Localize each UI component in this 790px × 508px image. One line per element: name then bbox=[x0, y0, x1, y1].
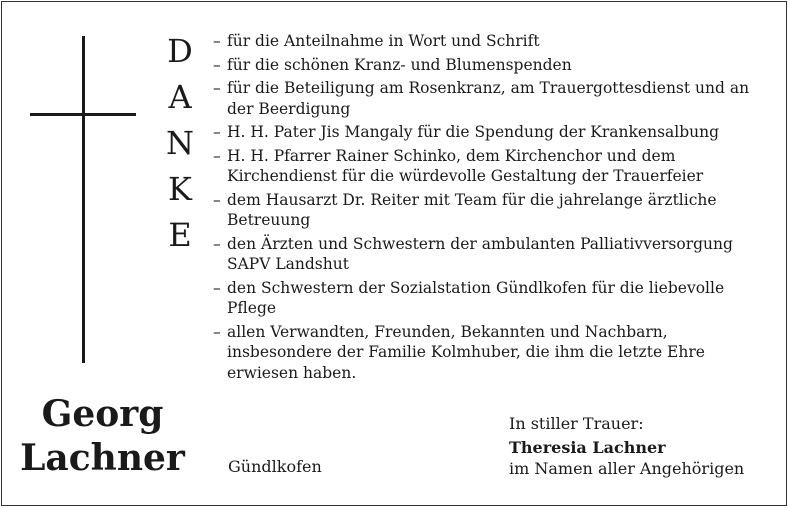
danke-letter: E bbox=[168, 216, 192, 254]
danke-letter: A bbox=[168, 78, 192, 116]
thanks-item: – allen Verwandten, Freunden, Bekannten und Nachbarn, insbesondere der Familie Kolmhuber, die ihm die letzte Ehre erwiesen haben. bbox=[213, 322, 773, 384]
thanks-item: – H. H. Pfarrer Rainer Schinko, dem Kirchenchor und dem Kirchendienst für die würdevolle Gestaltung der Trauerfeier bbox=[213, 146, 773, 187]
thanks-list bbox=[213, 31, 773, 386]
thanks-item: – für die Anteilnahme in Wort und Schrift bbox=[213, 31, 773, 52]
deceased-name bbox=[20, 392, 185, 480]
deceased-last-name: Lachner bbox=[20, 437, 185, 479]
thanks-item: – für die Beteiligung am Rosenkranz, am Trauergottesdienst und an der Beerdigung bbox=[213, 78, 773, 119]
cross-icon-horizontal bbox=[30, 113, 136, 116]
danke-letter: D bbox=[167, 32, 193, 70]
thanks-item: – dem Hausarzt Dr. Reiter mit Team für die jahrelange ärztliche Betreuung bbox=[213, 190, 773, 231]
danke-letter: N bbox=[166, 124, 194, 162]
danke-vertical-heading bbox=[160, 28, 200, 258]
thanks-item: – H. H. Pater Jis Mangaly für die Spendung der Krankensalbung bbox=[213, 122, 773, 143]
deceased-first-name: Georg bbox=[41, 393, 164, 435]
thanks-item: – den Ärzten und Schwestern der ambulanten Palliativversorgung SAPV Landshut bbox=[213, 234, 773, 275]
cross-icon-vertical bbox=[82, 36, 85, 363]
mourners-block bbox=[509, 413, 744, 479]
thanks-item: – den Schwestern der Sozialstation Gündlkofen für die liebevolle Pflege bbox=[213, 278, 773, 319]
danke-letter: K bbox=[168, 170, 192, 208]
place-name: Gündlkofen bbox=[228, 457, 322, 476]
mourner-widow: Theresia Lachner bbox=[509, 438, 666, 457]
mourner-family: im Namen aller Angehörigen bbox=[509, 459, 745, 478]
mourners-label: In stiller Trauer: bbox=[509, 414, 644, 433]
thanks-item: – für die schönen Kranz- und Blumenspenden bbox=[213, 55, 773, 76]
